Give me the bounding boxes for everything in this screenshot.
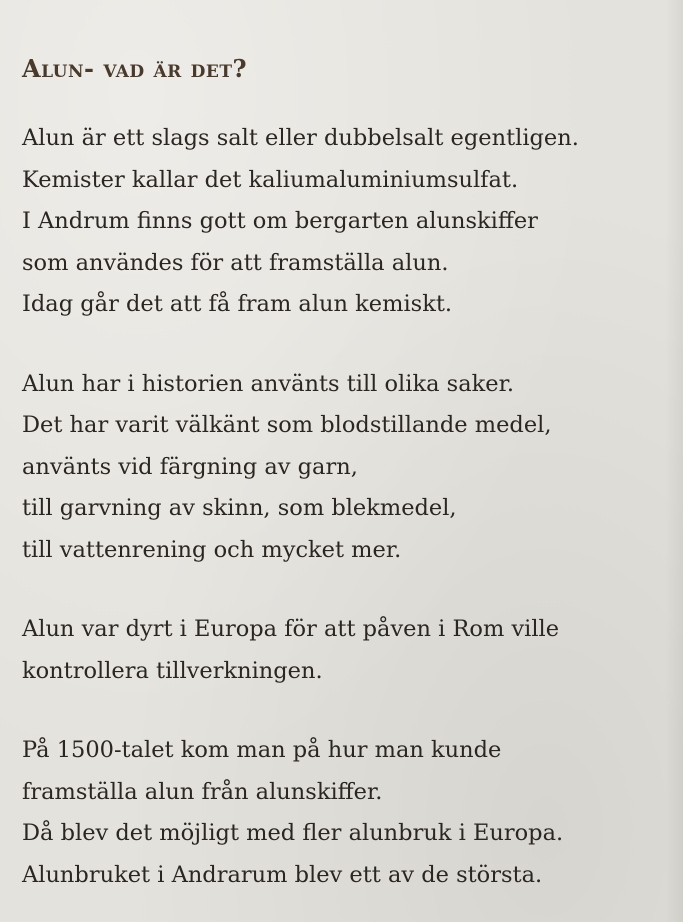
text-line: Alun var dyrt i Europa för att påven i Rom ville: [22, 616, 560, 642]
paragraph-uses: [22, 364, 663, 572]
text-line: till vattenrening och mycket mer.: [22, 536, 402, 563]
paragraph-definition: [22, 118, 663, 326]
text-line: framställa alun från alunskiffer.: [22, 778, 383, 805]
sign-edge-shadow: [665, 0, 683, 922]
paragraph-history: [22, 730, 663, 896]
text-line: Det har varit välkänt som blodstillande medel,: [22, 412, 552, 438]
text-line: kontrollera tillverkningen.: [22, 657, 323, 684]
text-line: På 1500-talet kom man på hur man kunde: [22, 737, 502, 763]
text-line: som användes för att framställa alun.: [22, 249, 449, 276]
text-line: Då blev det möjligt med fler alunbruk i Europa.: [22, 820, 564, 846]
text-line: till garvning av skinn, som blekmedel,: [22, 495, 457, 521]
text-line: Alun är ett slags salt eller dubbelsalt egentligen.: [22, 125, 579, 151]
text-line: använts vid färgning av garn,: [22, 453, 358, 480]
sign-heading: Alun- vad är det?: [22, 54, 248, 83]
text-line: Idag går det att få fram alun kemiskt.: [22, 291, 453, 317]
text-line: I Andrum finns gott om bergarten alunskiffer: [22, 208, 538, 234]
text-line: Kemister kallar det kaliumaluminiumsulfat.: [22, 166, 519, 193]
paragraph-europe: [22, 609, 663, 692]
text-line: Alunbruket i Andrarum blev ett av de största.: [22, 861, 543, 888]
text-line: Alun har i historien använts till olika saker.: [22, 370, 515, 397]
